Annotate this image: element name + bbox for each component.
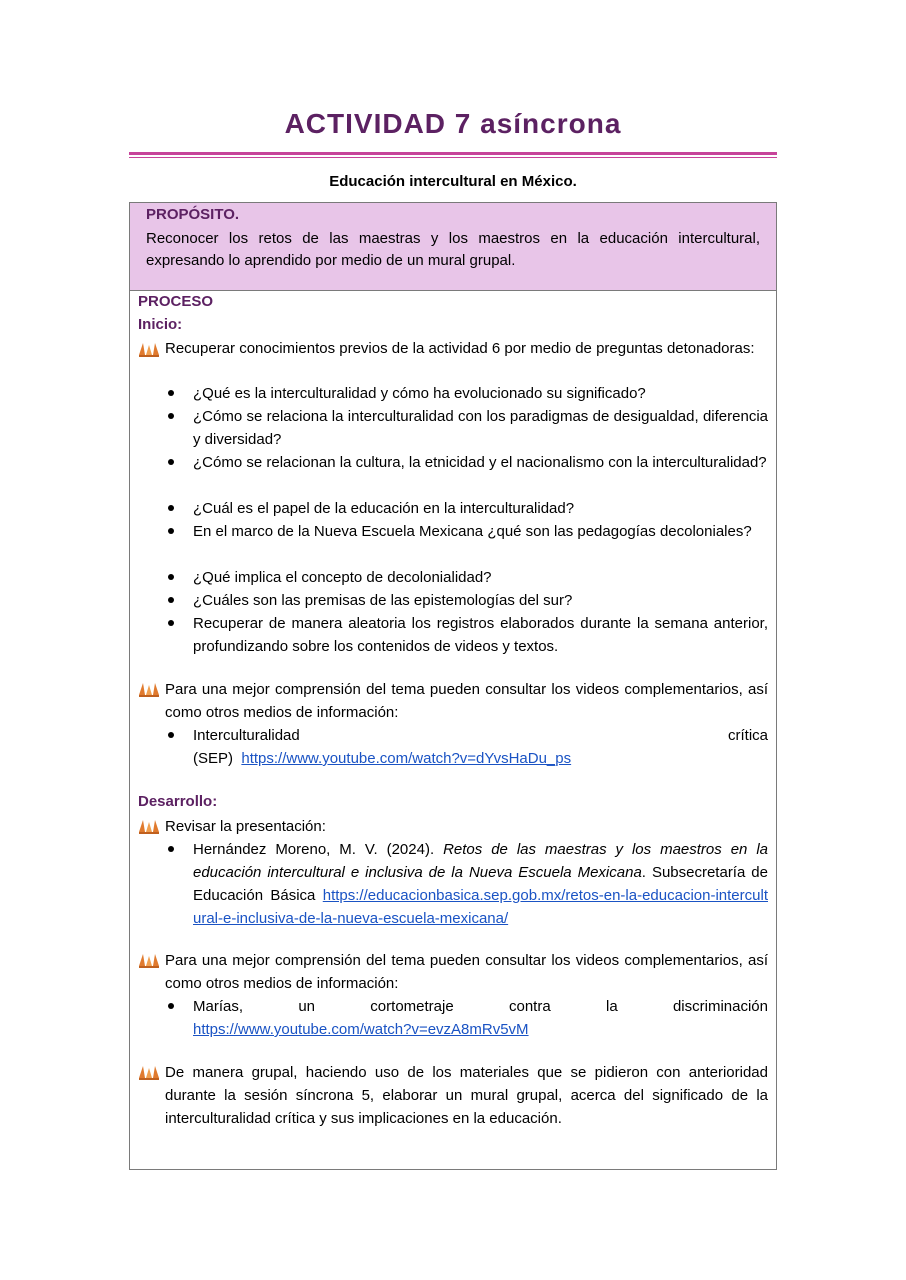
page-subtitle: Educación intercultural en México. bbox=[329, 173, 577, 190]
book-reader-icon bbox=[138, 1064, 160, 1080]
reference-item: Hernández Moreno, M. V. (2024). Retos de las maestras y los maestros en la educación intercultural e inclusiva de la Nueva Escuela Mexicana. Subsecretaría de Educación Básica https://educacionbasica.sep.gob.mx/retos-en-la-educacion-intercultural-e-inclusiva-de-la-nueva-escuela-mexicana/ bbox=[193, 841, 768, 927]
purpose-section bbox=[130, 203, 776, 291]
bullet-dot bbox=[168, 1003, 174, 1009]
desarrollo-item-2: Para una mejor comprensión del tema pueden consultar los videos complementarios, así como otros medios de información: bbox=[165, 952, 768, 992]
title-rule-thin bbox=[129, 157, 777, 158]
question-3: ¿Cómo se relacionan la cultura, la etnicidad y el nacionalismo con la interculturalidad? bbox=[193, 454, 767, 471]
desarrollo-item-1: Revisar la presentación: bbox=[165, 818, 326, 835]
reference-link[interactable]: https://educacionbasica.sep.gob.mx/retos-en-la-educacion-intercultural-e-inclusiva-de-la-nueva-escuela-mexicana/ bbox=[193, 887, 768, 927]
reference-publisher: Subsecretaría de Educación Básica bbox=[193, 864, 768, 904]
reference-author: Hernández Moreno, M. V. (2024). bbox=[193, 841, 435, 858]
question-7: ¿Cuáles son las premisas de las epistemologías del sur? bbox=[193, 592, 573, 609]
book-reader-icon bbox=[138, 341, 160, 357]
purpose-heading: PROPÓSITO. bbox=[146, 206, 240, 223]
bullet-dot bbox=[168, 620, 174, 626]
question-1: ¿Qué es la interculturalidad y cómo ha evolucionado su significado? bbox=[193, 385, 646, 402]
bullet-dot bbox=[168, 574, 174, 580]
video-link-2[interactable]: https://www.youtube.com/watch?v=evzA8mRv5vM bbox=[193, 1021, 529, 1038]
book-reader-icon bbox=[138, 818, 160, 834]
bullet-dot bbox=[168, 846, 174, 852]
desarrollo-item-3: De manera grupal, haciendo uso de los materiales que se pidieron con anterioridad durante la sesión síncrona 5, elaborar un mural grupal, acerca del significado de la interculturalidad crítica y sus implicaciones en la educación. bbox=[165, 1064, 768, 1127]
bullet-dot bbox=[168, 390, 174, 396]
video-label-part-2: crítica bbox=[727, 727, 768, 744]
question-8: Recuperar de manera aleatoria los registros elaborados durante la semana anterior, profundizando sobre los contenidos de videos y textos. bbox=[193, 615, 768, 655]
inicio-item-1: Recuperar conocimientos previos de la actividad 6 por medio de preguntas detonadoras: bbox=[165, 340, 755, 357]
purpose-text: Reconocer los retos de las maestras y los maestros en la educación intercultural, expresando lo aprendido por medio de un mural grupal. bbox=[146, 230, 760, 269]
question-4: ¿Cuál es el papel de la educación en la interculturalidad? bbox=[193, 500, 575, 517]
reference-title: Retos de las maestras y los maestros en la educación intercultural e inclusiva de la Nueva Escuela Mexicana bbox=[193, 841, 768, 881]
book-reader-icon bbox=[138, 952, 160, 968]
question-6: ¿Qué implica el concepto de decolonialidad? bbox=[193, 569, 492, 586]
video-label-part-3: (SEP) bbox=[193, 750, 234, 767]
video-item-1 bbox=[193, 724, 768, 770]
page-title: ACTIVIDAD 7 asíncrona bbox=[284, 108, 622, 139]
bullet-dot bbox=[168, 732, 174, 738]
question-2: ¿Cómo se relaciona la interculturalidad con los paradigmas de desigualdad, diferencia y diversidad? bbox=[193, 408, 768, 448]
video-item-2 bbox=[193, 995, 768, 1041]
activity-table bbox=[129, 202, 777, 1170]
process-heading: PROCESO bbox=[138, 293, 214, 310]
video-label-part-1: Interculturalidad bbox=[193, 727, 300, 744]
video-label-2: Marías, un cortometraje contra la discriminación bbox=[193, 998, 768, 1015]
bullet-dot bbox=[168, 459, 174, 465]
book-reader-icon bbox=[138, 681, 160, 697]
video-link-1[interactable]: https://www.youtube.com/watch?v=dYvsHaDu_ps bbox=[241, 750, 572, 767]
bullet-dot bbox=[168, 413, 174, 419]
bullet-dot bbox=[168, 505, 174, 511]
bullet-dot bbox=[168, 597, 174, 603]
title-rule-thick bbox=[129, 152, 777, 155]
desarrollo-heading: Desarrollo: bbox=[138, 793, 218, 810]
bullet-dot bbox=[168, 528, 174, 534]
inicio-heading: Inicio: bbox=[138, 316, 183, 333]
question-5: En el marco de la Nueva Escuela Mexicana ¿qué son las pedagogías decoloniales? bbox=[193, 523, 752, 540]
inicio-item-2: Para una mejor comprensión del tema pueden consultar los videos complementarios, así como otros medios de información: bbox=[165, 681, 768, 721]
